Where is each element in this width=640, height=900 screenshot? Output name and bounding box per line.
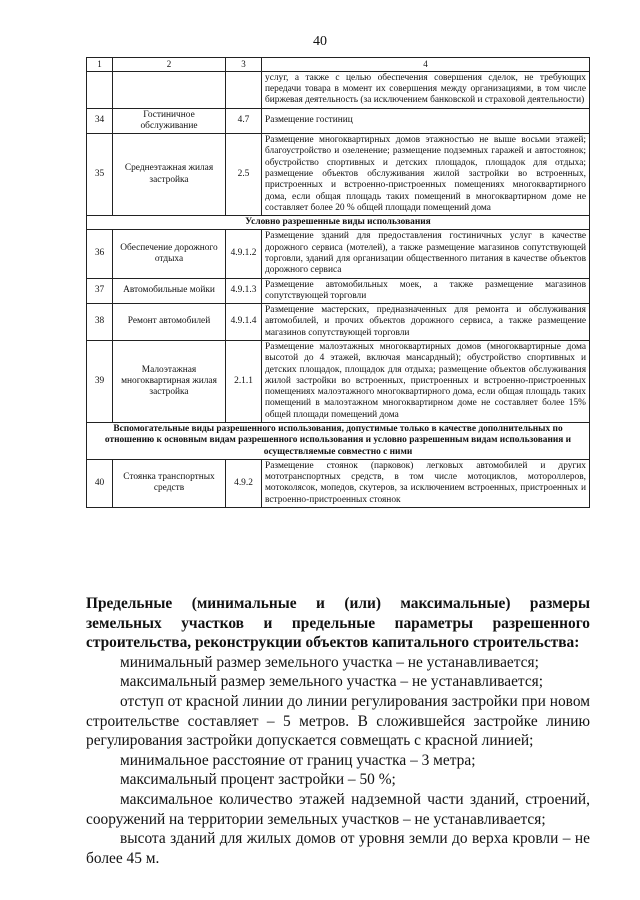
use-type-code: 4.7 (226, 108, 262, 134)
table-body (87, 58, 590, 508)
table-row (87, 108, 590, 134)
use-type-name: Стоянка транспортных средств (113, 459, 226, 507)
parameter-item: отступ от красной линии до линии регулирования застройки при новом строительстве составляет – 5 метров. В сложившейся застройке линию регулирования застройки допускается совмещать с красной линией; (86, 692, 590, 750)
parameter-item: высота зданий для жилых домов от уровня земли до верха кровли – не более 45 м. (86, 830, 590, 867)
row-number: 34 (87, 108, 113, 134)
use-type-description: Размещение малоэтажных многоквартирных домов (многоквартирные дома высотой до 4 этажей, включая мансардный); обустройство спортивных и детских площадок, площадок для отдыха; размещение объектов обслуживания жилой застройки во встроенных, пристроенных и встроенно-пристроенных помещениях малоэтажного многоквартирного дома, если общая площадь таких помещений в малоэтажном многоквартирном доме не составляет более 15% общей площади помещений дома (262, 340, 590, 422)
use-type-description: Размещение автомобильных моек, а также размещение магазинов сопутствующей торговли (262, 278, 590, 304)
table-row (87, 459, 590, 507)
table-row (87, 304, 590, 341)
parameter-item: максимальный размер земельного участка – не устанавливается; (120, 673, 544, 691)
column-header: 4 (262, 58, 590, 72)
use-type-code: 4.9.2 (226, 459, 262, 507)
section-header-row (87, 422, 590, 459)
table-header-row (87, 58, 590, 72)
table-row (87, 230, 590, 278)
table-row (87, 340, 590, 422)
use-type-description: Размещение многоквартирных домов этажностью не выше восьми этажей; благоустройство и озеленение; размещение подземных гаражей и автостоянок; обустройство спортивных и детских площадок, площадок для отдыха; размещение объектов обслуживания жилой застройки во встроенных, пристроенных и встроенно-пристроенных помещениях многоквартирного дома, если общая площадь таких помещений в многоквартирном доме не составляет более 20 % общей площади помещений дома (262, 134, 590, 216)
use-type-code: 4.9.1.3 (226, 278, 262, 304)
use-type-name: Гостиничное обслуживание (113, 108, 226, 134)
use-type-description: Размещение зданий для предоставления гостиничных услуг в качестве дорожного сервиса (мотелей), а также размещение магазинов сопутствующей торговли, зданий для организации общественного питания в качестве объектов дорожного сервиса (262, 230, 590, 278)
parameter-item: минимальный размер земельного участка – не устанавливается; (120, 653, 539, 671)
parameter-item: максимальное количество этажей надземной части зданий, строений, сооружений на территории земельных участков – не устанавливается; (86, 790, 590, 828)
section-title: Вспомогательные виды разрешенного использования, допустимые только в качестве дополнительных по отношению к основным видам разрешенного использования и условно разрешенным видам использования и осуществляемые совместно с ними (87, 422, 590, 459)
use-type-name: Среднеэтажная жилая застройка (113, 134, 226, 216)
column-header: 3 (226, 58, 262, 72)
land-use-table (86, 57, 590, 508)
use-type-code: 2.1.1 (226, 340, 262, 422)
row-number: 39 (87, 340, 113, 422)
section-title: Условно разрешенные виды использования (87, 216, 590, 230)
use-type-code: 4.9.1.2 (226, 230, 262, 278)
section-header-row (87, 216, 590, 230)
row-number: 40 (87, 459, 113, 507)
table-row (87, 134, 590, 216)
parameters-list (86, 653, 590, 869)
parameter-item: максимальный процент застройки – 50 %; (120, 771, 396, 789)
parameter-item: минимальное расстояние от границ участка – 3 метра; (120, 751, 476, 769)
page-number: 40 (313, 34, 327, 49)
use-type-name (113, 71, 226, 108)
row-number: 36 (87, 230, 113, 278)
table-row (87, 71, 590, 108)
use-type-name: Автомобильные мойки (113, 278, 226, 304)
table-row (87, 278, 590, 304)
parameters-section (86, 594, 590, 868)
parameters-heading: Предельные (минимальные и (или) максимальные) размеры земельных участков и предельные параметры разрешенного строительства, реконструкции объектов капитального строительства: (86, 595, 590, 652)
row-number: 38 (87, 304, 113, 341)
column-header: 1 (87, 58, 113, 72)
use-type-code: 4.9.1.4 (226, 304, 262, 341)
use-type-description: Размещение стоянок (парковок) легковых автомобилей и других мототранспортных средств, в том числе мотоциклов, мотороллеров, мотоколясок, мопедов, скутеров, за исключением встроенных, пристроенных и встроенно-пристроенных стоянок (262, 459, 590, 507)
row-number: 37 (87, 278, 113, 304)
use-type-name: Обеспечение дорожного отдыха (113, 230, 226, 278)
use-type-description: услуг, а также с целью обеспечения совершения сделок, не требующих передачи товара в момент их совершения между организациями, в том числе биржевая деятельность (за исключением банковской и страховой деятельности) (262, 71, 590, 108)
use-type-code: 2.5 (226, 134, 262, 216)
use-type-code (226, 71, 262, 108)
use-type-description: Размещение мастерских, предназначенных для ремонта и обслуживания автомобилей, и прочих объектов дорожного сервиса, а также размещение магазинов сопутствующей торговли (262, 304, 590, 341)
use-type-name: Малоэтажная многоквартирная жилая застройка (113, 340, 226, 422)
row-number: 35 (87, 134, 113, 216)
use-type-name: Ремонт автомобилей (113, 304, 226, 341)
use-type-description: Размещение гостиниц (262, 108, 590, 134)
column-header: 2 (113, 58, 226, 72)
row-number (87, 71, 113, 108)
